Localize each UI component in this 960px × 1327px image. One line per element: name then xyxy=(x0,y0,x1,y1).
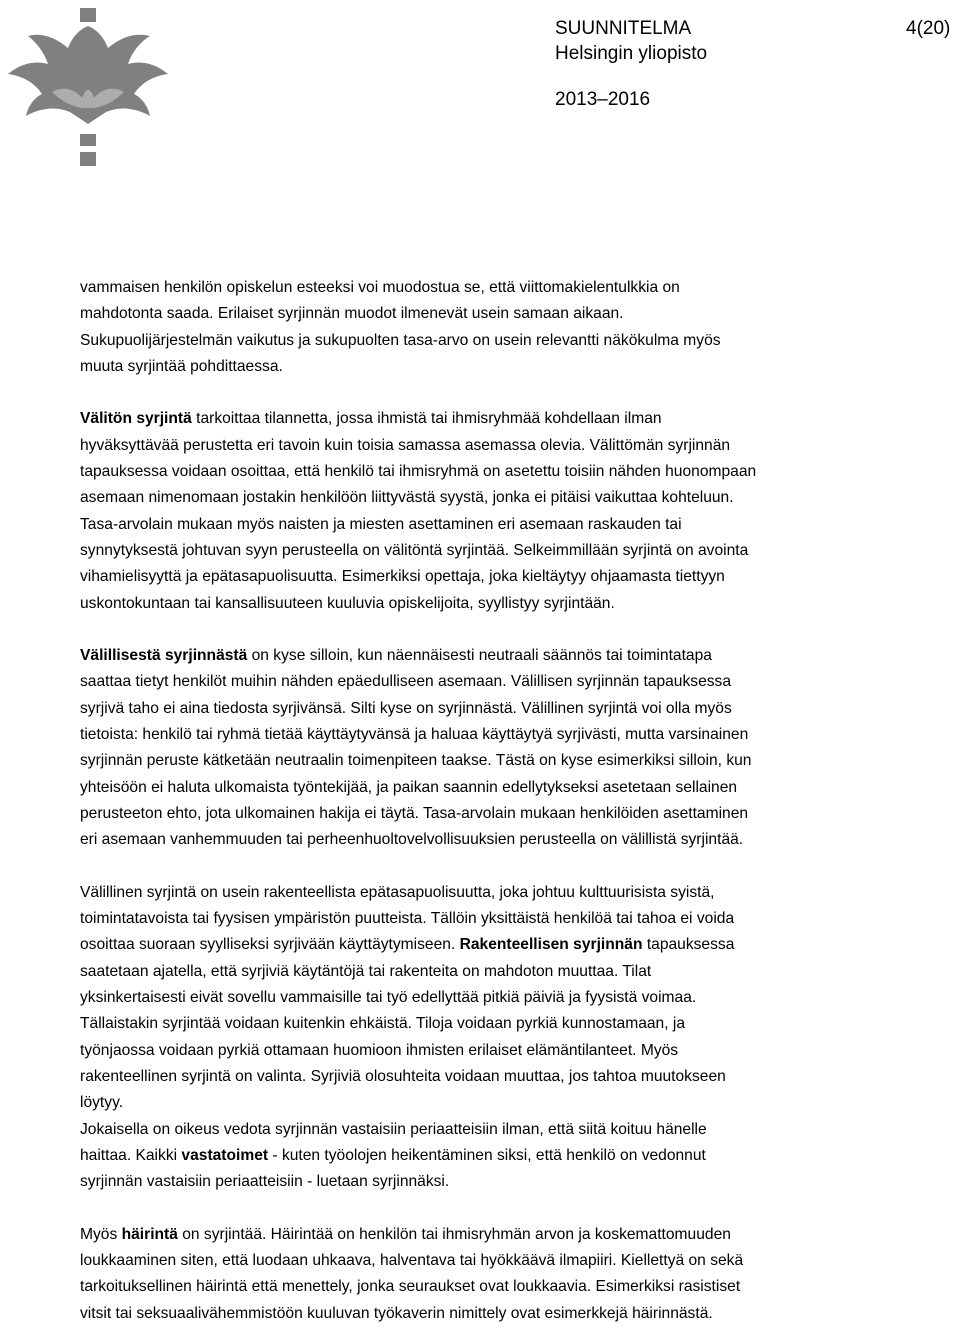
text-segment: Välillinen syrjintä on usein rakenteellista epätasapuolisuutta, joka johtuu kulttuurisista syistä, xyxy=(80,883,715,901)
text-line xyxy=(80,669,910,695)
text-line xyxy=(80,354,910,380)
text-segment: eri asemaan vanhemmuuden tai perheenhuoltovelvollisuuksien perusteella on välillistä syrjintää. xyxy=(80,831,744,849)
text-segment: saattaa tietyt henkilöt muihin nähden epäedulliseen asemaan. Välillisen syrjinnän tapauksessa xyxy=(80,673,732,691)
text-segment: osoittaa suoraan syylliseksi syrjivään käyttäytymiseen. xyxy=(80,936,460,954)
text-segment: mahdotonta saada. Erilaiset syrjinnän muodot ilmenevät usein samaan aikaan. xyxy=(80,305,624,323)
text-segment: asemaan nimenomaan jostakin henkilöön liittyvästä syystä, jonka ei pitäisi vaikuttaa kohteluun. xyxy=(80,489,734,507)
text-segment: rakenteellinen syrjintä on valinta. Syrjiviä olosuhteita voidaan muuttaa, jos tahtoa muutokseen xyxy=(80,1067,726,1085)
text-segment: tapauksessa xyxy=(642,936,735,954)
text-segment: saatetaan ajatella, että syrjiviä käytäntöjä tai rakenteita on mahdoton muuttaa. Tilat xyxy=(80,962,652,980)
text-segment: Myös xyxy=(80,1225,122,1243)
text-line xyxy=(80,985,910,1011)
text-line xyxy=(80,485,910,511)
text-segment: syrjivä taho ei aina tiedosta syrjivänsä. Silti kyse on syrjinnästä. Välillinen syrjintä voi olla myös xyxy=(80,699,732,717)
text-segment: muuta syrjintää pohdittaessa. xyxy=(80,357,283,375)
text-line xyxy=(80,1143,910,1169)
text-segment: tarkoituksellinen häirintä että menettely, jonka seuraukset ovat loukkaavia. Esimerkiksi rasistiset xyxy=(80,1278,741,1296)
text-line xyxy=(80,880,910,906)
bold-term: Välitön syrjintä xyxy=(80,410,192,428)
text-line xyxy=(80,1038,910,1064)
text-line xyxy=(80,696,910,722)
text-line xyxy=(80,1011,910,1037)
text-line xyxy=(80,459,910,485)
text-segment: tarkoittaa tilannetta, jossa ihmistä tai ihmisryhmää kohdellaan ilman xyxy=(191,410,662,428)
text-line xyxy=(80,801,910,827)
text-segment: syrjinnän vastaisiin periaatteisiin - luetaan syrjinnäksi. xyxy=(80,1173,450,1191)
text-line xyxy=(80,1117,910,1143)
text-segment: Tällaistakin syrjintää voidaan kuitenkin ehkäistä. Tiloja voidaan pyrkiä kunnostamaan, ja xyxy=(80,1015,686,1033)
text-line xyxy=(80,643,910,669)
bold-term: Rakenteellisen syrjinnän xyxy=(459,936,643,954)
text-line xyxy=(80,1248,910,1274)
text-segment: toimintatavoista tai fyysisen ympäristön puutteista. Tällöin yksittäistä henkilöä tai tahoa ei voida xyxy=(80,910,735,928)
text-line xyxy=(80,538,910,564)
text-segment: löytyy. xyxy=(80,1094,124,1112)
text-line xyxy=(80,564,910,590)
text-line xyxy=(80,1301,910,1327)
text-line xyxy=(80,1169,910,1195)
text-segment: - kuten työolojen heikentäminen siksi, että henkilö on vedonnut xyxy=(268,1146,706,1164)
text-line xyxy=(80,959,910,985)
bold-term: Välillisestä syrjinnästä xyxy=(80,647,248,665)
text-segment: Sukupuolijärjestelmän vaikutus ja sukupuolten tasa-arvo on usein relevantti näkökulma myös xyxy=(80,331,721,349)
text-segment: synnytyksestä johtuvan syyn perusteella on välitöntä syrjintää. Selkeimmillään syrjintä on avointa xyxy=(80,541,749,559)
text-segment: yhteisöön ei haluta ulkomaista työntekijää, ja paikan saannin edellytykseksi asetetaan sellainen xyxy=(80,778,738,796)
page-number: 4(20) xyxy=(906,18,951,39)
text-line xyxy=(80,906,910,932)
text-segment: vihamielisyyttä ja epätasapuolisuutta. Esimerkiksi opettaja, joka kieltäytyy ohjaamasta tiettyyn xyxy=(80,568,725,586)
helsinki-university-flame-logo-icon xyxy=(8,8,172,166)
text-line xyxy=(80,406,910,432)
text-segment: vammaisen henkilön opiskelun esteeksi voi muodostua se, että viittomakielentulkkia on xyxy=(80,279,680,296)
text-segment: on kyse silloin, kun näennäisesti neutraali säännös tai toimintatapa xyxy=(247,647,712,665)
text-line xyxy=(80,775,910,801)
text-line xyxy=(80,1090,910,1116)
text-segment: haittaa. Kaikki xyxy=(80,1146,182,1164)
text-segment: Jokaisella on oikeus vedota syrjinnän vastaisiin periaatteisiin ilman, että siitä koituu hänelle xyxy=(80,1120,707,1138)
text-segment: on syrjintää. Häirintää on henkilön tai ihmisryhmän arvon ja koskemattomuuden xyxy=(177,1225,731,1243)
bold-term: vastatoimet xyxy=(181,1146,269,1164)
text-segment: työnjaossa voidaan pyrkiä ottamaan huomioon ihmisten erilaiset elämäntilanteet. Myös xyxy=(80,1041,679,1059)
text-line xyxy=(80,932,910,958)
text-line xyxy=(80,433,910,459)
bold-term: häirintä xyxy=(121,1225,178,1243)
text-line xyxy=(80,591,910,617)
text-line xyxy=(80,827,910,853)
text-segment: tapauksessa voidaan osoittaa, että henkilö tai ihmisryhmä on asetettu toisiin nähden huonompaan xyxy=(80,463,757,481)
plan-period: 2013–2016 xyxy=(555,89,651,110)
text-line xyxy=(80,1064,910,1090)
text-line xyxy=(80,1274,910,1300)
document-type-title: SUUNNITELMA xyxy=(555,18,692,39)
text-line xyxy=(80,301,910,327)
text-segment: yksinkertaisesti eivät sovellu vammaisille tai työ edellyttää pitkiä päiviä ja fyysistä voimaa. xyxy=(80,989,697,1007)
organization-name: Helsingin yliopisto xyxy=(555,43,708,64)
text-segment: perusteeton ehto, jota ulkomainen hakija ei täytä. Tasa-arvolain mukaan henkilöiden asettaminen xyxy=(80,804,749,822)
text-line xyxy=(80,275,910,301)
text-segment: tietoista: henkilö tai ryhmä tietää käyttäytyvänsä ja haluaa käyttäytyä syrjivästi, mutta varsinainen xyxy=(80,726,749,744)
text-line xyxy=(80,748,910,774)
text-segment: loukkaaminen siten, että luodaan uhkaava, halventava tai hyökkäävä ilmapiiri. Kiellettyä on sekä xyxy=(80,1251,744,1269)
text-line xyxy=(80,512,910,538)
text-segment: Tasa-arvolain mukaan myös naisten ja miesten asettaminen eri asemaan raskauden tai xyxy=(80,515,682,533)
text-line xyxy=(80,722,910,748)
text-segment: uskontokuntaan tai kansallisuuteen kuuluvia opiskelijoita, syyllistyy syrjintään. xyxy=(80,594,615,612)
document-body xyxy=(80,275,910,1327)
text-segment: syrjinnän peruste kätketään neutraalin toimenpiteen taakse. Tästä on kyse esimerkiksi silloin, kun xyxy=(80,752,752,770)
text-segment: vitsit tai seksuaalivähemmistöön kuuluvan työkaverin nimittely ovat esimerkkejä häirinnästä. xyxy=(80,1304,713,1322)
text-line xyxy=(80,328,910,354)
text-segment: hyväksyttävää perustetta eri tavoin kuin toisia samassa asemassa olevia. Välittömän syrjinnän xyxy=(80,436,731,454)
text-line xyxy=(80,1222,910,1248)
